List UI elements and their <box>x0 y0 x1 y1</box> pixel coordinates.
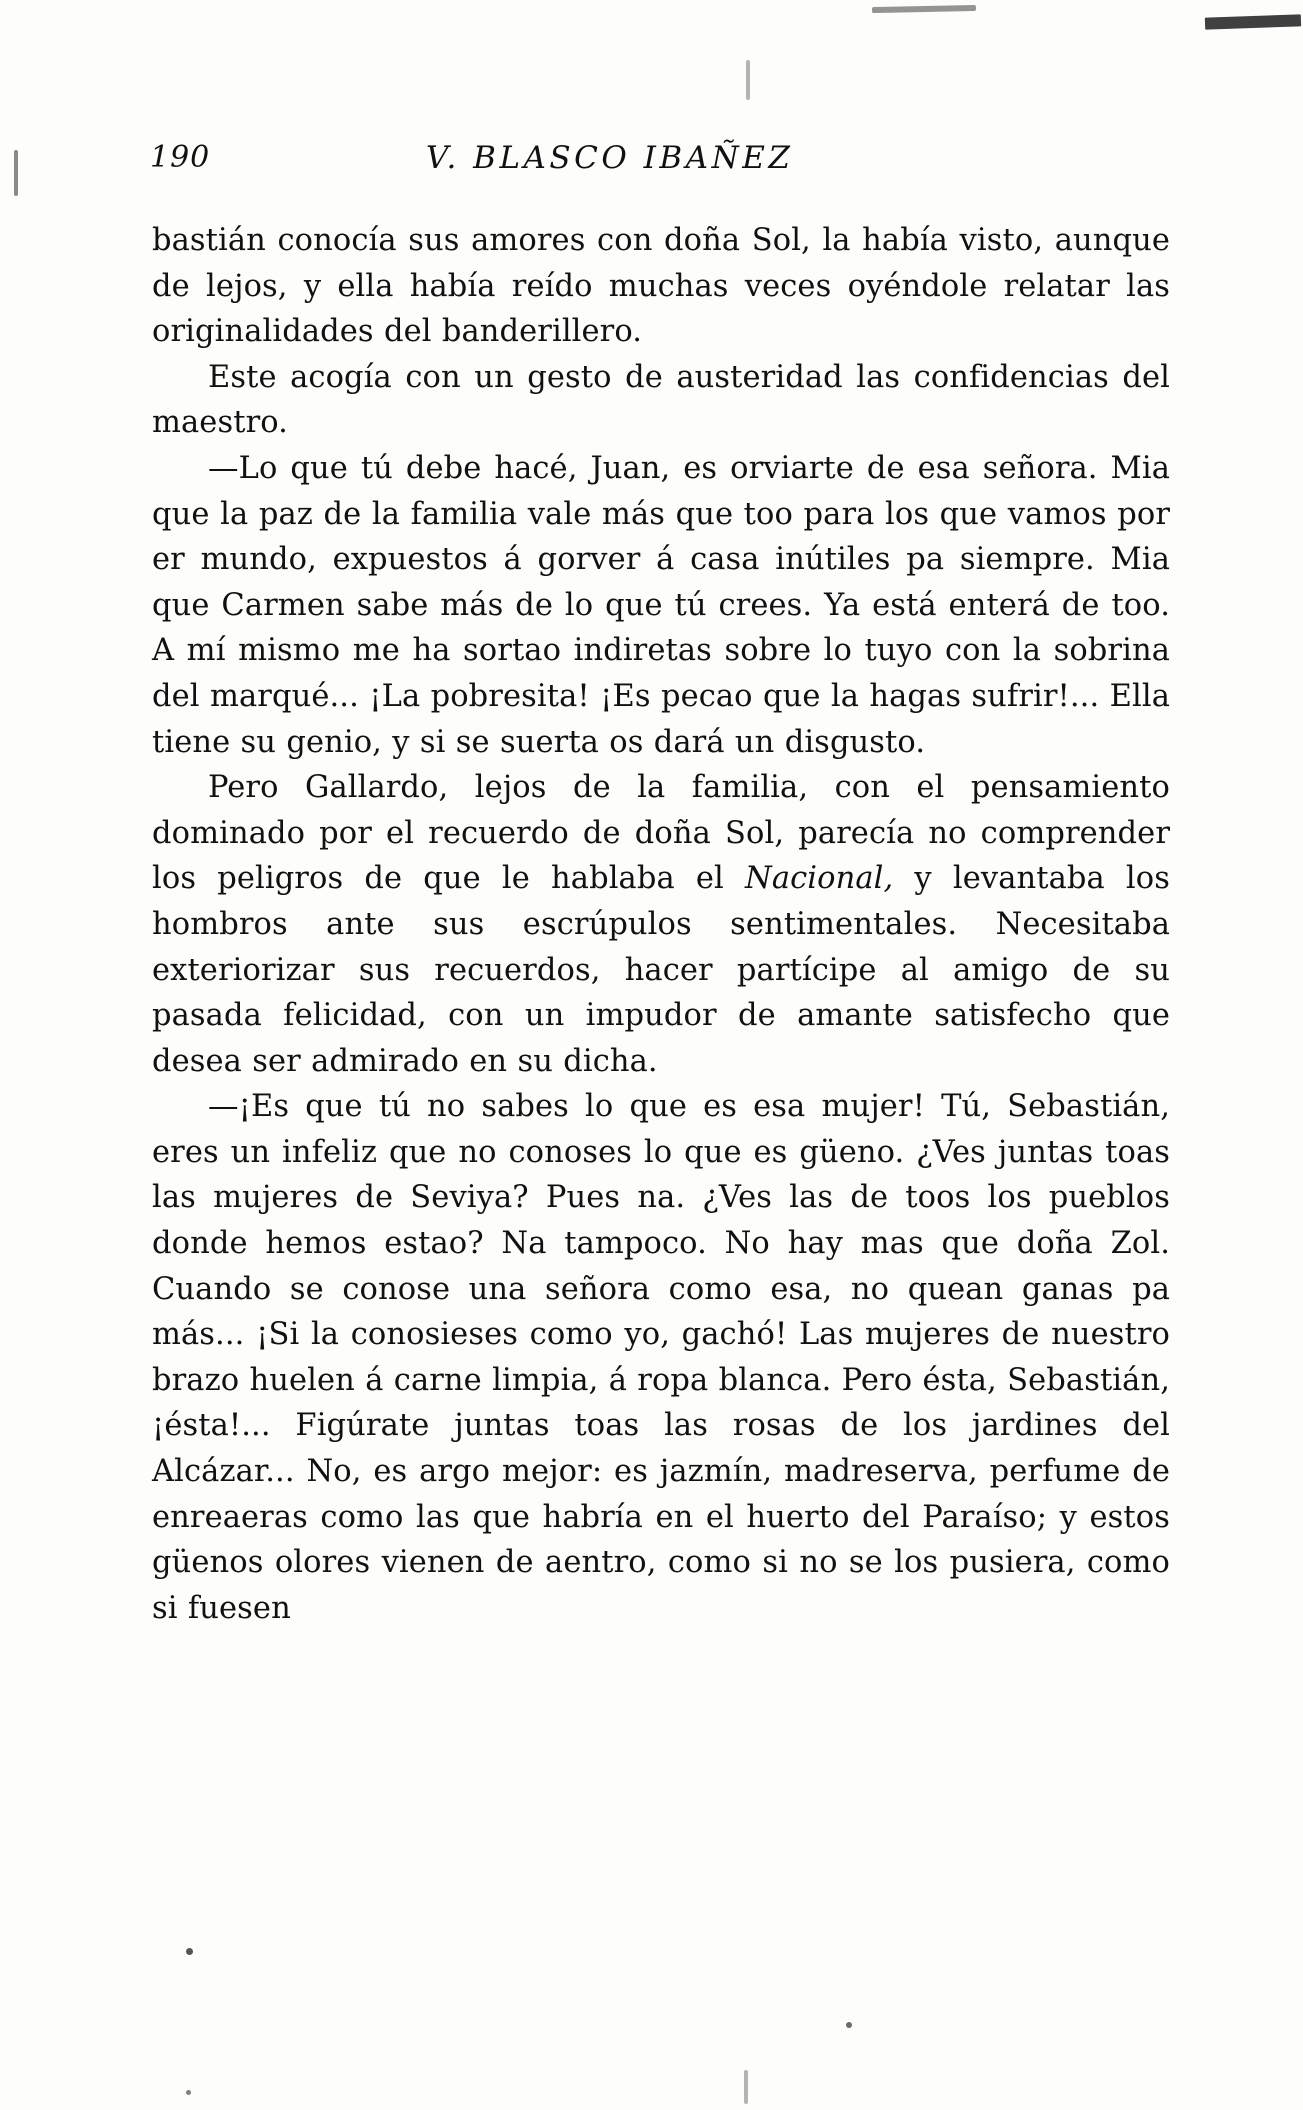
paragraph-pero-gallardo-part2: y levantaba los hombros ante sus escrúpulos sentimentales. Necesitaba exteriorizar sus recuerdos, hacer partícipe al amigo de su pasada felicidad, con un impudor de amante satisfecho que desea ser admirado en su dicha. <box>152 861 1170 1079</box>
running-head <box>150 140 1160 188</box>
running-title: V. BLASCO IBAÑEZ <box>426 140 794 176</box>
paragraph-este-acogia: Este acogía con un gesto de austeridad las confidencias del maestro. <box>152 359 1170 441</box>
paragraph-dialogue-sebastian: —Lo que tú debe hacé, Juan, es orviarte de esa señora. Mia que la paz de la familia vale más que too para los que vamos por er mundo, expuestos á gorver á casa inútiles pa siempre. Mia que Carmen sabe más de lo que tú crees. Ya está enterá de too. A mí mismo me ha sortao indiretas sobre lo tuyo con la sobrina del marqué... ¡La pobresita! ¡Es pecao que la hagas sufrir!... Ella tiene su genio, y si se suerta os dará un disgusto. <box>152 450 1170 760</box>
paragraph-continued: bastián conocía sus amores con doña Sol, la había visto, aunque de lejos, y ella había reído muchas veces oyéndole relatar las originalidades del banderillero. <box>152 223 1170 350</box>
scan-artifact-top-center <box>872 5 976 13</box>
scan-speck-bottom-left <box>186 2090 191 2095</box>
scan-artifact-top-right <box>1205 14 1301 29</box>
scan-speck-lower-left <box>186 1948 193 1955</box>
scan-mark-top-gutter <box>746 60 750 100</box>
body-text <box>152 218 1170 1631</box>
book-title-nacional: Nacional, <box>745 861 894 897</box>
paragraph-dialogue-gallardo: —¡Es que tú no sabes lo que es esa mujer! Tú, Sebastián, eres un infeliz que no conoses lo que es güeno. ¿Ves juntas toas las mujeres de Seviya? Pues na. ¿Ves las de toos los pueblos donde hemos estao? Na tampoco. No hay mas que doña Zol. Cuando se conose una señora como esa, no quean ganas pa más... ¡Si la conosieses como yo, gachó! Las mujeres de nuestro brazo huelen á carne limpia, á ropa blanca. Pero ésta, Sebastián, ¡ésta!... Figúrate juntas toas las rosas de los jardines del Alcázar... No, es argo mejor: es jazmín, madreserva, perfume de enreaeras como las que habría en el huerto del Paraíso; y estos güenos olores vienen de aentro, como si no se los pusiera, como si fuesen <box>152 1089 1170 1626</box>
scan-artifact-left-edge <box>14 150 18 196</box>
scan-speck-lower-center <box>846 2022 852 2028</box>
paragraph-pero-gallardo-part1: Pero Gallardo, lejos de la familia, con el pensamiento dominado por el recuerdo de doña Sol, parecía no comprender los peligros de que le hablaba el <box>152 770 1170 897</box>
paragraph-pero-gallardo <box>152 765 1170 1084</box>
page-number: 190 <box>150 140 211 175</box>
scan-mark-bottom-gutter <box>744 2070 748 2104</box>
